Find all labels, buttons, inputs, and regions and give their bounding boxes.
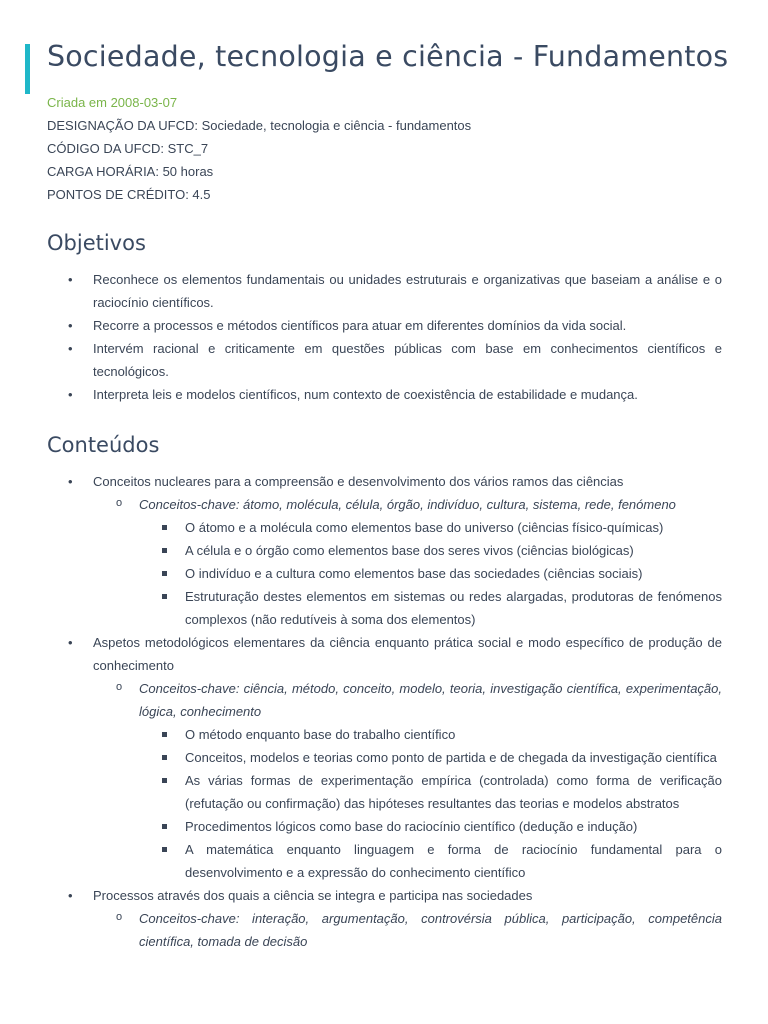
metadata-block xyxy=(47,91,471,206)
subtopic-item: Conceitos, modelos e teorias como ponto de partida e de chegada da investigação científica xyxy=(139,746,722,769)
created-date: Criada em 2008-03-07 xyxy=(47,95,178,110)
list-item: • Intervém racional e criticamente em questões públicas com base em conhecimentos científicos e tecnológicos. xyxy=(47,337,722,383)
topic-label: Conceitos nucleares para a compreensão e desenvolvimento dos vários ramos das ciências xyxy=(93,474,624,489)
meta-code: CÓDIGO DA UFCD: STC_7 xyxy=(47,141,209,156)
meta-designation: DESIGNAÇÃO DA UFCD: Sociedade, tecnologia e ciência - fundamentos xyxy=(47,118,472,133)
topic-label: Processos através dos quais a ciência se integra e participa nas sociedades xyxy=(93,888,533,903)
objetivos-heading: Objetivos xyxy=(47,231,146,255)
meta-credits: PONTOS DE CRÉDITO: 4.5 xyxy=(47,187,211,202)
list-item xyxy=(47,884,722,953)
list-item: • Recorre a processos e métodos científicos para atuar em diferentes domínios da vida social. xyxy=(47,314,722,337)
conteudos-heading: Conteúdos xyxy=(47,433,160,457)
topic-label: Aspetos metodológicos elementares da ciência enquanto prática social e modo específico de produção de conhecimento xyxy=(93,635,722,673)
subtopic-item: A célula e o órgão como elementos base dos seres vivos (ciências biológicas) xyxy=(139,539,722,562)
subtopic-list xyxy=(139,723,722,884)
key-concepts-list xyxy=(93,907,722,953)
key-concepts-item xyxy=(93,677,722,884)
subtopic-item: Estruturação destes elementos em sistemas ou redes alargadas, produtoras de fenómenos complexos (não redutíveis à soma dos elementos) xyxy=(139,585,722,631)
list-item: • Interpreta leis e modelos científicos, num contexto de coexistência de estabilidade e mudança. xyxy=(47,383,722,406)
key-concepts-list xyxy=(93,493,722,631)
subtopic-item: O indivíduo e a cultura como elementos base das sociedades (ciências sociais) xyxy=(139,562,722,585)
list-item xyxy=(47,631,722,884)
subtopic-item: O método enquanto base do trabalho científico xyxy=(139,723,722,746)
subtopic-list xyxy=(139,516,722,631)
subtopic-item: Procedimentos lógicos como base do raciocínio científico (dedução e indução) xyxy=(139,815,722,838)
key-concepts-list xyxy=(93,677,722,884)
objetivos-list xyxy=(47,268,722,406)
list-item: • Reconhece os elementos fundamentais ou unidades estruturais e organizativas que baseiam a análise e o raciocínio científicos. xyxy=(47,268,722,314)
key-concepts-text: Conceitos-chave: interação, argumentação, controvérsia pública, participação, competência científica, tomada de decisão xyxy=(139,911,722,949)
key-concepts-item xyxy=(93,493,722,631)
subtopic-item: O átomo e a molécula como elementos base do universo (ciências físico-químicas) xyxy=(139,516,722,539)
conteudos-list xyxy=(47,470,722,953)
key-concepts-item xyxy=(93,907,722,953)
key-concepts-text: Conceitos-chave: ciência, método, conceito, modelo, teoria, investigação científica, experimentação, lógica, conhecimento xyxy=(139,681,722,719)
meta-hours: CARGA HORÁRIA: 50 horas xyxy=(47,164,214,179)
page-title: Sociedade, tecnologia e ciência - Fundamentos xyxy=(47,40,729,73)
key-concepts-text: Conceitos-chave: átomo, molécula, célula, órgão, indivíduo, cultura, sistema, rede, fenómeno xyxy=(139,497,676,512)
subtopic-item: As várias formas de experimentação empírica (controlada) como forma de verificação (refutação ou confirmação) das hipóteses resultantes das teorias e modelos abstratos xyxy=(139,769,722,815)
list-item xyxy=(47,470,722,631)
title-accent-bar xyxy=(25,44,30,94)
subtopic-item: A matemática enquanto linguagem e forma de raciocínio fundamental para o desenvolvimento e a expressão do conhecimento científico xyxy=(139,838,722,884)
